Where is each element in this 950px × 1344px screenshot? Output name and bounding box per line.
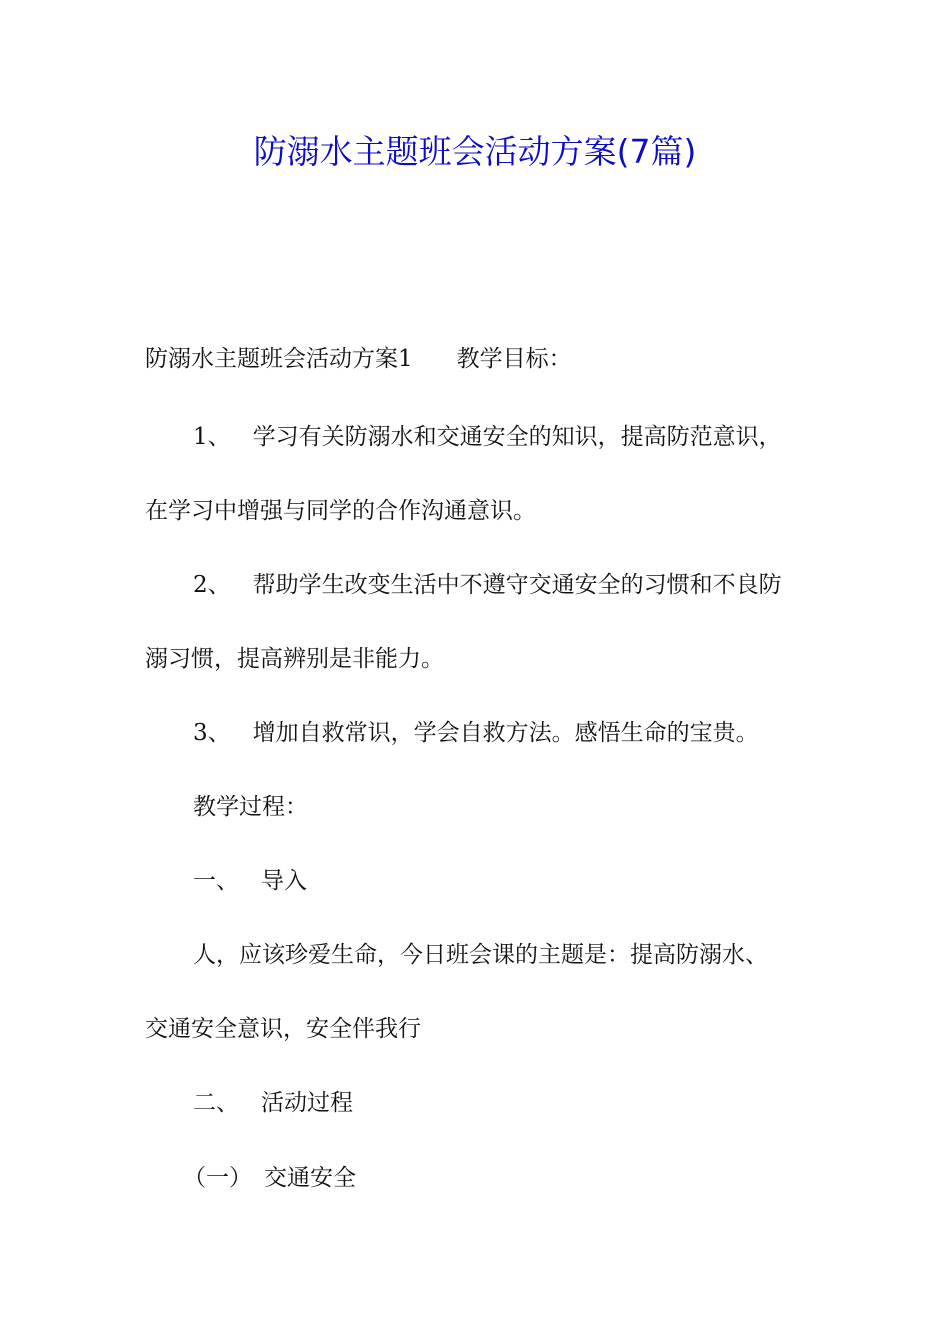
section-heading: 防溺水主题班会活动方案1 (145, 346, 413, 372)
sub-section-number: （一） (183, 1165, 252, 1191)
list-item-number: 1、 (193, 424, 231, 450)
step-2-heading (193, 1087, 353, 1119)
step-label: 活动过程 (261, 1090, 353, 1116)
list-item-number: 2、 (193, 572, 231, 598)
list-item-2-continuation: 溺习惯，提高辨别是非能力。 (145, 646, 444, 672)
list-item-text: 学习有关防溺水和交通安全的知识，提高防范意识， (252, 424, 782, 450)
list-item-number: 3、 (193, 720, 231, 746)
intro-paragraph-continuation: 交通安全意识，安全伴我行 (145, 1016, 421, 1042)
sub-section-label: 交通安全 (264, 1165, 356, 1191)
document-title: 防溺水主题班会活动方案(7篇) (253, 132, 697, 171)
intro-paragraph: 人，应该珍爱生命，今日班会课的主题是：提高防溺水、 (193, 942, 768, 968)
list-item-3 (193, 717, 759, 749)
list-item-1-continuation: 在学习中增强与同学的合作沟通意识。 (145, 498, 536, 524)
section-heading-line (145, 343, 572, 375)
step-number: 二、 (193, 1090, 239, 1116)
list-item-text: 帮助学生改变生活中不遵守交通安全的习惯和不良防 (252, 572, 782, 598)
goals-label: 教学目标： (456, 346, 572, 372)
step-number: 一、 (193, 868, 239, 894)
process-label: 教学过程： (193, 794, 308, 820)
list-item-2 (193, 569, 782, 601)
list-item-text: 增加自救常识，学会自救方法。感悟生命的宝贵。 (252, 720, 759, 746)
step-label: 导入 (261, 868, 307, 894)
step-1-heading (193, 865, 307, 897)
sub-section-1-heading (183, 1162, 356, 1194)
list-item-1 (193, 421, 782, 453)
